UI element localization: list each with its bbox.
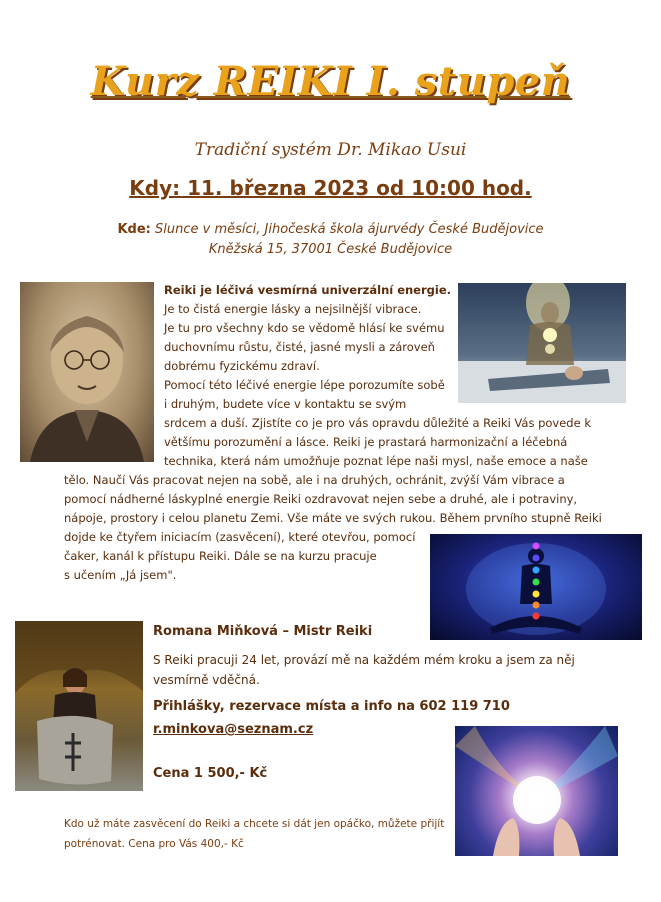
intro-line: i druhým, budete více v kontaktu se svým — [164, 397, 407, 411]
intro-line: s učením „Já jsem". — [64, 568, 177, 582]
footer-line: potrénovat. Cena pro Vás 400,- Kč — [64, 838, 244, 850]
chakra-image — [430, 534, 642, 640]
intro-line: technika, která nám umožňuje poznat lépe naši mysl, naše emoce a naše — [164, 454, 588, 468]
footer-note — [64, 814, 444, 854]
master-about — [153, 650, 575, 690]
location-line-1: Slunce v měsíci, Jihočeská škola ájurvédy České Budějovice — [150, 222, 544, 237]
event-date: Kdy: 11. března 2023 od 10:00 hod. — [129, 176, 532, 200]
intro-line: nápoje, prostory i celou planetu Zemi. Vše máte ve svých rukou. Během prvního stupně Reiki — [64, 511, 602, 525]
intro-line: Reiki je léčivá vesmírná univerzální energie. — [164, 283, 451, 297]
master-about-line: S Reiki pracuji 24 let, provází mě na každém mém kroku a jsem za něj — [153, 653, 575, 667]
intro-line: duchovnímu růstu, čisté, jasné mysli a zároveň — [164, 340, 435, 354]
hands-image — [455, 726, 618, 856]
event-location — [0, 220, 661, 260]
subtitle: Tradiční systém Dr. Mikao Usui — [194, 140, 467, 160]
location-label: Kde: — [117, 222, 151, 237]
portrait-image — [20, 282, 154, 462]
price: Cena 1 500,- Kč — [153, 766, 268, 781]
page-title: Kurz REIKI I. stupeň — [90, 58, 571, 105]
master-photo — [15, 621, 143, 791]
intro-line: Je to čistá energie lásky a nejsilnější vibrace. — [164, 302, 422, 316]
intro-line: srdcem a duší. Zjistíte co je pro vás opravdu důležité a Reiki Vás povede k — [164, 416, 591, 430]
email-link[interactable]: r.minkova@seznam.cz — [153, 722, 314, 737]
intro-line: většímu porozumění a lásce. Reiki je prastará harmonizační a léčebná — [164, 435, 568, 449]
footer-line: Kdo už máte zasvěcení do Reiki a chcete si dát jen opáčko, můžete přijít — [64, 818, 445, 830]
location-line-2: Kněžská 15, 37001 České Budějovice — [208, 242, 453, 257]
intro-line: dojde ke čtyřem iniciacím (zasvěcení), které otevřou, pomocí — [64, 530, 416, 544]
intro-line: pomocí nádherné láskyplné energie Reiki ozdravovat nejen sebe a druhé, ale i potraviny, — [64, 492, 578, 506]
intro-line: tělo. Naučí Vás pracovat nejen na sobě, ale i na druhých, ochránit, zvýší Vám vibrace a — [64, 473, 565, 487]
healing-image — [458, 283, 626, 403]
intro-line: Pomocí této léčivé energie lépe porozumíte sobě — [164, 378, 445, 392]
intro-line: Je tu pro všechny kdo se vědomě hlásí ke svému — [164, 321, 445, 335]
master-about-line: vesmírně vděčná. — [153, 673, 260, 687]
contact-info: Přihlášky, rezervace místa a info na 602 119 710 — [153, 699, 510, 714]
intro-line: dobrému fyzickému zdraví. — [164, 359, 320, 373]
master-name: Romana Miňková – Mistr Reiki — [153, 624, 373, 639]
intro-line: čaker, kanál k přístupu Reiki. Dále se na kurzu pracuje — [64, 549, 377, 563]
